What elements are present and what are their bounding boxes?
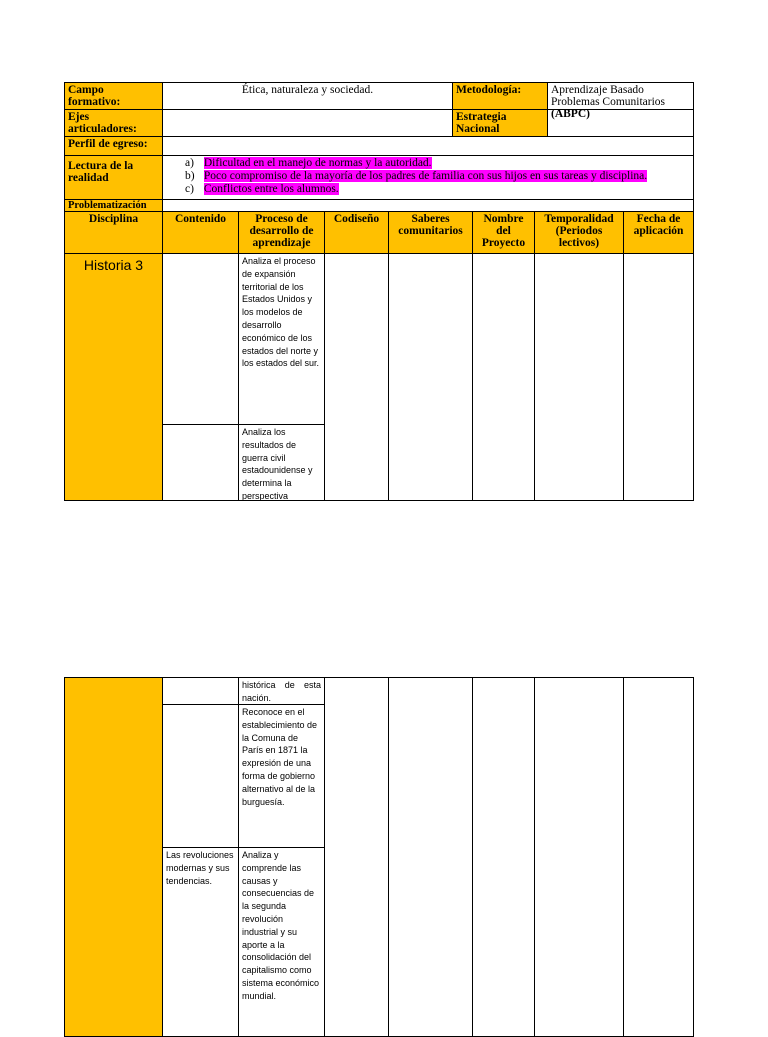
- col-header-saberes: Saberes comunitarios: [388, 211, 473, 254]
- nombre-cell: [472, 677, 535, 1037]
- perfil-egreso-label: Perfil de egreso:: [64, 136, 163, 156]
- contenido-cell: Las revoluciones modernas y sus tendencias.: [162, 847, 239, 1037]
- nombre-cell: [472, 253, 535, 501]
- lectura-item: [185, 157, 693, 170]
- proceso-cell: Reconoce en el establecimiento de la Comuna de París en 1871 la expresión de una forma de gobierno alternativo al de la burguesía.: [238, 704, 325, 848]
- campo-formativo-value: Ética, naturaleza y sociedad.: [162, 82, 453, 110]
- lectura-item-text: Dificultad en el manejo de normas y la autoridad.: [203, 157, 432, 169]
- estrategia-nacional-value: [547, 109, 694, 137]
- contenido-cell: [162, 253, 239, 425]
- saberes-cell: [388, 677, 473, 1037]
- list-marker: c): [185, 183, 194, 195]
- col-header-proceso: Proceso de desarrollo de aprendizaje: [238, 211, 325, 254]
- fecha-cell: [623, 253, 694, 501]
- col-header-contenido: Contenido: [162, 211, 239, 254]
- lectura-item: [185, 170, 693, 183]
- disciplina-cell: Historia 3: [64, 253, 163, 501]
- temporalidad-cell: [534, 677, 624, 1037]
- list-marker: a): [185, 157, 194, 169]
- lectura-realidad-label: Lectura de la realidad: [64, 155, 163, 200]
- disciplina-cell: [64, 677, 163, 1037]
- ejes-articuladores-value: [162, 109, 453, 137]
- estrategia-nacional-label: Estrategia Nacional: [452, 109, 548, 137]
- lectura-item-text: Conflictos entre los alumnos.: [203, 183, 339, 195]
- col-header-nombre: Nombre del Proyecto: [472, 211, 535, 254]
- col-header-fecha: Fecha de aplicación: [623, 211, 694, 254]
- saberes-cell: [388, 253, 473, 501]
- proceso-cell: Analiza el proceso de expansión territorial de los Estados Unidos y los modelos de desarrollo económico de los estados del norte y los estados del sur.: [238, 253, 325, 425]
- proceso-cell: Analiza los resultados de guerra civil estadounidense y determina la perspectiva: [238, 424, 325, 501]
- col-header-disciplina: Disciplina: [64, 211, 163, 254]
- lectura-item-text: Poco compromiso de la mayoría de los padres de familia con sus hijos en sus tareas y disciplina.: [203, 170, 648, 182]
- col-header-codiseno: Codiseño: [324, 211, 389, 254]
- codiseno-cell: [324, 253, 389, 501]
- contenido-cell: [162, 704, 239, 848]
- ejes-articuladores-label: Ejes articuladores:: [64, 109, 163, 137]
- fecha-cell: [623, 677, 694, 1037]
- campo-formativo-label: Campo formativo:: [64, 82, 163, 110]
- lectura-realidad-list: [162, 155, 694, 200]
- metodologia-abbr: (ABPC): [551, 108, 590, 120]
- codiseno-cell: [324, 677, 389, 1037]
- contenido-cell: [162, 424, 239, 501]
- proceso-cell: Analiza y comprende las causas y consecuencias de la segunda revolución industrial y su aporte a la consolidación del capitalismo como sistema económico mundial.: [238, 847, 325, 1037]
- temporalidad-cell: [534, 253, 624, 501]
- lectura-item: [185, 183, 693, 196]
- metodologia-label: Metodología:: [452, 82, 548, 110]
- metodologia-value: [547, 82, 694, 120]
- problematizacion-label: Problematización: [64, 199, 163, 212]
- perfil-egreso-value: [162, 136, 694, 156]
- proceso-cell: histórica de esta nación.: [238, 677, 325, 705]
- metodologia-text: Aprendizaje Basado Problemas Comunitarios: [551, 84, 666, 108]
- col-header-temporalidad: Temporalidad (Periodos lectivos): [534, 211, 624, 254]
- list-marker: b): [185, 170, 195, 182]
- contenido-cell: [162, 677, 239, 705]
